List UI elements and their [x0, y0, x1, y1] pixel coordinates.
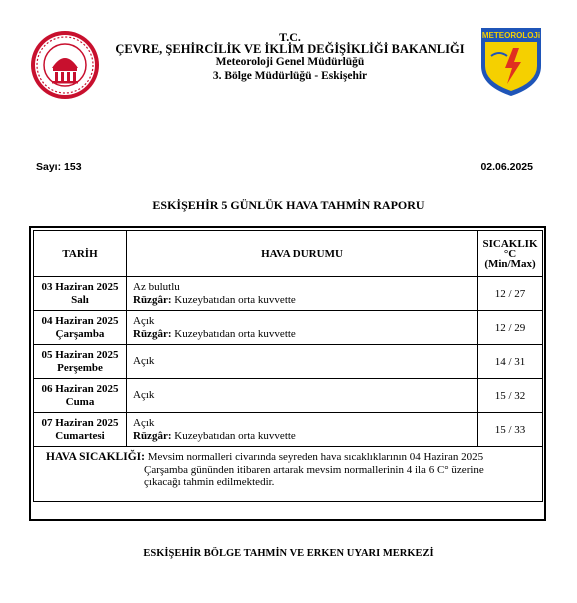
header-ministry: ÇEVRE, ŞEHİRCİLİK VE İKLİM DEĞİŞİKLİĞİ BAKANLIĞI: [115, 42, 465, 56]
temp-cell: 12 / 27: [478, 277, 543, 311]
wind-value: Kuzeybatıdan orta kuvvette: [174, 429, 296, 442]
wind-label: Rüzgâr:: [133, 327, 172, 340]
row-wind: [133, 328, 477, 341]
row-weather: Açık: [133, 417, 155, 429]
row-weather: Açık: [133, 389, 155, 402]
temp-cell: 12 / 29: [478, 311, 543, 345]
document-date: 02.06.2025: [480, 161, 533, 173]
row-date: 07 Haziran 2025: [41, 417, 119, 429]
wind-value: Kuzeybatıdan orta kuvvette: [174, 293, 296, 306]
ministry-seal-icon: [30, 30, 100, 100]
row-date: 03 Haziran 2025: [41, 281, 119, 293]
row-wind: [133, 294, 477, 307]
row-weather: Açık: [133, 355, 155, 368]
table-row: [34, 277, 543, 311]
row-date: 06 Haziran 2025: [41, 383, 119, 395]
header-temp-range: (Min/Max): [484, 257, 536, 270]
header-directorate: Meteoroloji Genel Müdürlüğü: [215, 56, 365, 68]
weather-cell: [127, 379, 478, 413]
row-date: 04 Haziran 2025: [41, 315, 119, 327]
table-row: [34, 379, 543, 413]
header-weather: HAVA DURUMU: [127, 231, 478, 277]
weather-cell: [127, 345, 478, 379]
temperature-note-row: [34, 447, 543, 502]
date-cell: [34, 345, 127, 379]
wind-label: Rüzgâr:: [133, 429, 172, 442]
header-line-tc: T.C.: [279, 30, 301, 44]
footer-center-name: ESKİŞEHİR BÖLGE TAHMİN VE ERKEN UYARI MERKEZİ: [143, 548, 434, 559]
forecast-table: [33, 230, 543, 502]
row-day: Çarşamba: [55, 327, 105, 340]
meteoroloji-logo-icon: [479, 26, 543, 98]
note-label: HAVA SICAKLIĞI:: [46, 451, 145, 463]
date-cell: [34, 277, 127, 311]
temp-cell: 15 / 33: [478, 413, 543, 447]
row-day: Cuma: [65, 395, 95, 408]
row-weather: Açık: [133, 315, 155, 327]
temp-cell: 15 / 32: [478, 379, 543, 413]
row-day: Perşembe: [57, 361, 103, 374]
header-temp-unit: °C: [503, 247, 517, 260]
document-number: Sayı: 153: [36, 161, 82, 173]
temp-cell: 14 / 31: [478, 345, 543, 379]
note-line-1: Mevsim normalleri civarında seyreden hava sıcaklıklarının 04 Haziran 2025: [147, 451, 484, 463]
row-day: Cumartesi: [55, 429, 105, 442]
row-wind: [133, 430, 477, 443]
logo-text: METEOROLOJi: [481, 31, 541, 40]
weather-cell: [127, 311, 478, 345]
table-header-row: [34, 231, 543, 277]
header-region: 3. Bölge Müdürlüğü - Eskişehir: [212, 70, 368, 82]
table-row: [34, 311, 543, 345]
wind-label: Rüzgâr:: [133, 293, 172, 306]
date-cell: [34, 413, 127, 447]
row-weather: Az bulutlu: [133, 281, 180, 293]
wind-value: Kuzeybatıdan orta kuvvette: [174, 327, 296, 340]
row-day: Salı: [71, 293, 89, 306]
weather-cell: [127, 413, 478, 447]
header-date: TARİH: [34, 231, 127, 277]
date-cell: [34, 379, 127, 413]
report-title: ESKİŞEHİR 5 GÜNLÜK HAVA TAHMİN RAPORU: [152, 198, 425, 212]
table-row: [34, 413, 543, 447]
table-row: [34, 345, 543, 379]
row-date: 05 Haziran 2025: [41, 349, 119, 361]
header-temp-label: SICAKLIK: [482, 237, 538, 250]
date-cell: [34, 311, 127, 345]
weather-cell: [127, 277, 478, 311]
note-line-3: çıkacağı tahmin edilmektedir.: [144, 476, 275, 488]
header-temperature: [478, 231, 543, 277]
note-line-2: Çarşamba gününden itibaren artarak mevsim normallerinin 4 ila 6 C° üzerine: [144, 463, 484, 476]
temperature-note: [34, 447, 543, 502]
